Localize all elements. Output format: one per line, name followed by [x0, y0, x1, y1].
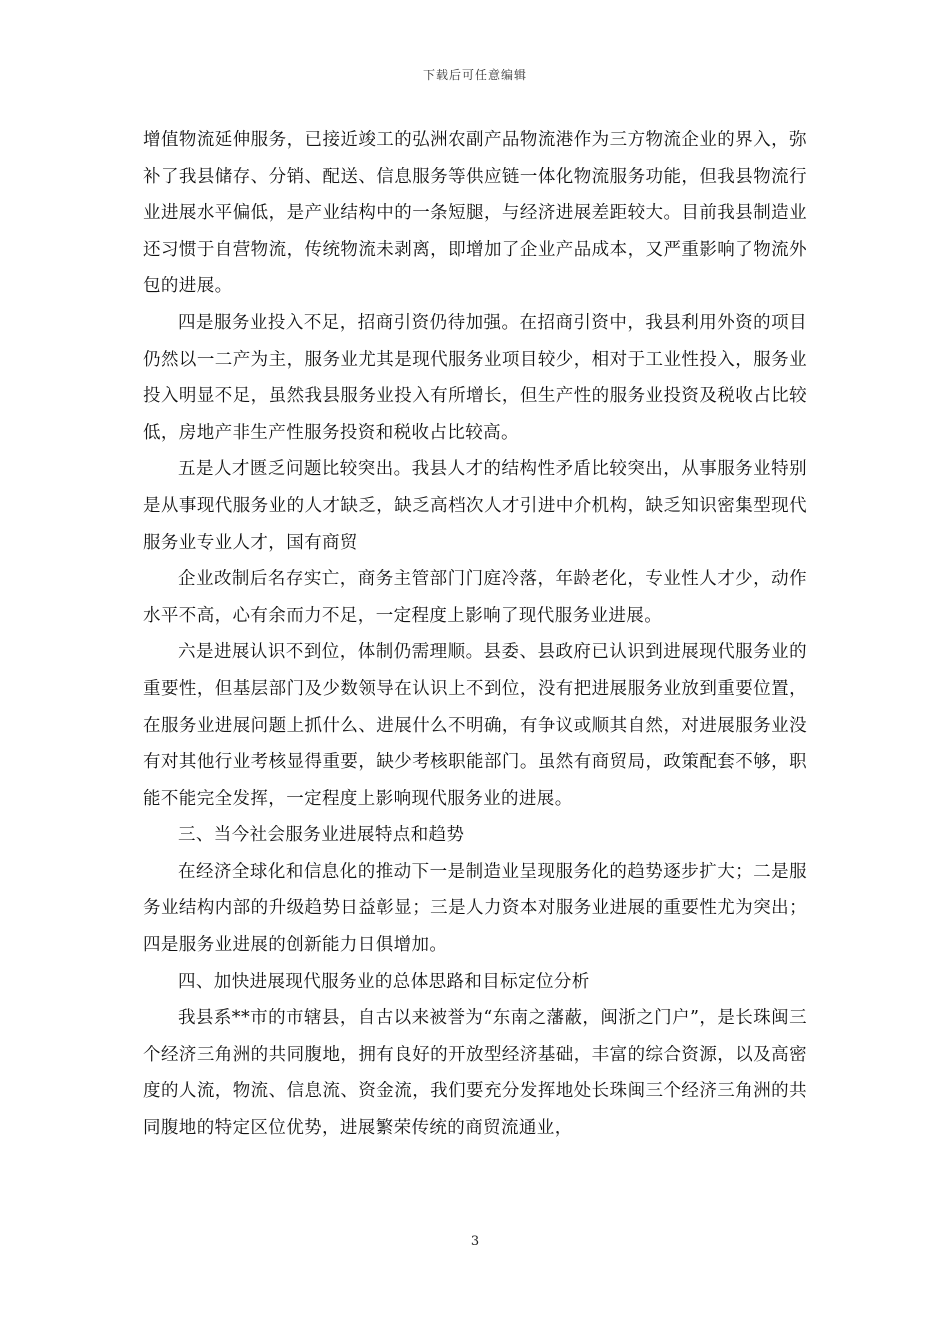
paragraph-trends: 在经济全球化和信息化的推动下一是制造业呈现服务化的趋势逐步扩大；二是服务业结构内部的升级趋势日益彰显；三是人力资本对服务业进展的重要性尤为突出；四是服务业进展的创新能力日俱增加。	[143, 861, 807, 956]
page-number: 3	[470, 1234, 480, 1249]
paragraph-county-location: 我县系**市的市辖县，自古以来被誉为“东南之藩蔽，闽浙之门户”，是长珠闽三个经济三角洲的共同腹地，拥有良好的开放型经济基础，丰富的综合资源，以及高密度的人流，物流、信息流、资金流，我们要充分发挥地处长珠闽三个经济三角洲的共同腹地的特定区位优势，进展繁荣传统的商贸流通业，	[143, 1008, 807, 1139]
paragraph-logistics-continued: 增值物流延伸服务，已接近竣工的弘洲农副产品物流港作为三方物流企业的界入，弥补了我县储存、分销、配送、信息服务等供应链一体化物流服务功能，但我县物流行业进展水平偏低，是产业结构中的一条短腿，与经济进展差距较大。目前我县制造业还习惯于自营物流，传统物流未剥离，即增加了企业产品成本，又严重影响了物流外包的进展。	[143, 130, 807, 297]
paragraph-awareness: 六是进展认识不到位，体制仍需理顺。县委、县政府已认识到进展现代服务业的重要性，但基层部门及少数领导在认识上不到位，没有把进展服务业放到重要位置，在服务业进展问题上抓什么、进展什么不明确，有争议或顺其自然，对进展服务业没有对其他行业考核显得重要，缺少考核职能部门。虽然有商贸局，政策配套不够，职能不能完全发挥，一定程度上影响现代服务业的进展。	[143, 642, 807, 809]
section-heading-trends: 三、当今社会服务业进展特点和趋势	[178, 825, 465, 846]
paragraph-investment: 四是服务业投入不足，招商引资仍待加强。在招商引资中，我县利用外资的项目仍然以一二产为主，服务业尤其是现代服务业项目较少，相对于工业性投入，服务业投入明显不足，虽然我县服务业投入有所增长，但生产性的服务业投资及税收占比较低，房地产非生产性服务投资和税收占比较高。	[143, 312, 807, 443]
paragraph-enterprise-reform: 企业改制后名存实亡，商务主管部门门庭冷落，年龄老化，专业性人才少，动作水平不高，心有余而力不足，一定程度上影响了现代服务业进展。	[143, 569, 807, 626]
paragraph-talent: 五是人才匮乏问题比较突出。我县人才的结构性矛盾比较突出，从事服务业特别是从事现代服务业的人才缺乏，缺乏高档次人才引进中介机构，缺乏知识密集型现代服务业专业人才，国有商贸	[143, 459, 807, 553]
section-heading-strategy: 四、加快进展现代服务业的总体思路和目标定位分析	[178, 971, 590, 992]
document-body	[143, 122, 807, 1147]
page-header: 下载后可任意编辑	[422, 68, 527, 82]
